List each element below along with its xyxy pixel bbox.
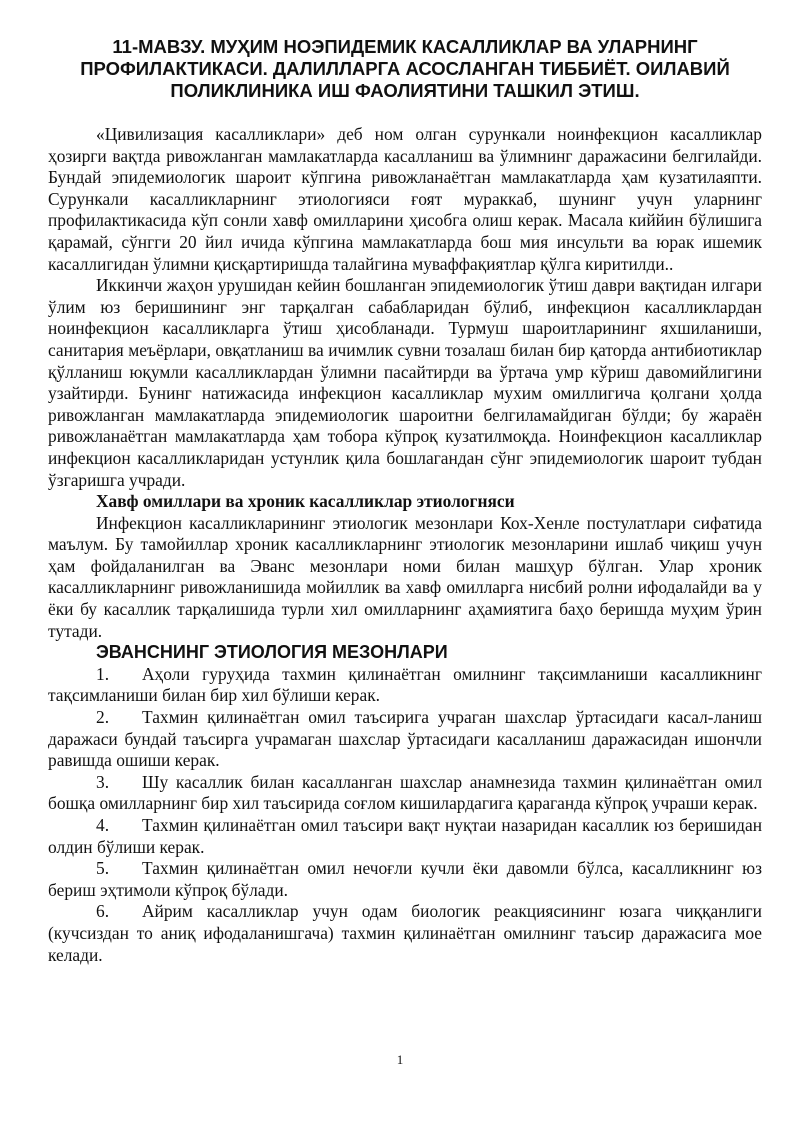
criteria-list: [48, 664, 762, 966]
list-item-number: 4.: [96, 815, 110, 835]
list-item-text: Аҳоли гуруҳида тахмин қилинаётган омилнинг тақсимланиши касалликнинг тақсимланиши билан бир хил бўлиши керак.: [48, 663, 762, 706]
list-item: [48, 901, 762, 966]
section-heading-evans: ЭВАНСНИНГ ЭТИОЛОГИЯ МЕЗОНЛАРИ: [96, 642, 448, 663]
document-page: [48, 36, 762, 966]
list-item-text: Тахмин қилинаётган омил таъсирига учраган шахслар ўртасидаги касал-ланиш даражаси бундай таъсирга учрамаган шахслар ўртасидаги касалланиш даражасидан ишончли равишда ошиши керак.: [48, 707, 762, 771]
page-title: 11-МАВЗУ. МУҲИМ НОЭПИДЕМИК КАСАЛЛИКЛАР ВА УЛАРНИНГ ПРОФИЛАКТИКАСИ. ДАЛИЛЛАРГА АСОСЛАНГАН ТИББИЁТ. ОИЛАВИЙ ПОЛИКЛИНИКА ИШ ФАОЛИЯТИНИ ТАШКИЛ ЭТИШ.: [80, 36, 730, 101]
list-item-number: 6.: [96, 901, 110, 922]
list-item-text: Тахмин қилинаётган омил нечоғли кучли ёки давомли бўлса, касалликнинг юз бериш эҳтимоли кўпроқ бўлади.: [48, 858, 762, 900]
list-item: [48, 858, 762, 901]
list-item-number: 1.: [96, 663, 110, 684]
list-item: [48, 707, 762, 772]
paragraph-intro: «Цивилизация касалликлари» деб ном олган сурункали ноинфекцион касалликлар ҳозирги вақтда ривожланган мамлакатларда касалланиш ва ўлимнинг даражасини белгилайди. Бундай эпидемиологик шароит кўпгина ривожланаётган мамлакатларда ҳам кузатилаяпти. Сурункали касалликларнинг этиологияси ғоят мураккаб, шунинг учун уларнинг профилактикасида кўп сонли хавф омилларини ҳисобга олиш керак. Масала киййин бўлишига қарамай, сўнгги 20 йил ичида кўпгина мамлакатларда бош мия инсульти ва юрак ишемик касаллигидан ўлимни қисқартиришда талайгина муваффақиятлар қўлга киритилди..: [48, 124, 762, 274]
list-item-text: Тахмин қилинаётган омил таъсири вақт нуқтаи назаридан касаллик юз беришидан олдин бўлиши керак.: [48, 815, 762, 857]
list-item-text: Айрим касалликлар учун одам биологик реакциясининг юзага чиққанлиги (кучсиздан то аниқ ифодаланишгача) тахмин қилинаётган омилнинг таъсир даражасига мое келади.: [48, 901, 762, 965]
list-item-number: 2.: [96, 707, 110, 728]
paragraph-transition: Иккинчи жаҳон урушидан кейин бошланган эпидемиологик ўтиш даври вақтидан илгари ўлим юз беришининг энг тарқалган сабабларидан бўлиб, инфекцион касалликлардан ноинфекцион касалликларга ўтиш ҳисобланади. Турмуш шароитларининг яхшиланиши, санитария меъёрлари, овқатланиш ва ичимлик сувни тозалаш билан бир қаторда антибиотиклар қўлланиш юқумли касалликлардан ўлимни пасайтирди ва ўртача умр кўриш давомийлигини узайтирди. Бунинг натижасида инфекцион касалликлар мухим омиллигича қолгани ҳолда ривожланган мамлакатларда эпидемиологик шароитни белгиламайдиган бўлди; бу жараён ривожланаётган мамлакатларда ҳам тобора кўпроқ кузатилмоқда. Ноинфекцион касалликлар инфекцион касалликларидан устунлик қила бошлагандан сўнг эпидемиологик шароит тубдан ўзгаришга учради.: [48, 275, 762, 490]
list-item: [48, 815, 762, 858]
list-item-text: Шу касаллик билан касалланган шахслар анамнезида тахмин қилинаётган омил бошқа омилларнинг бир хил таъсирида соғлом кишилардагига қараганда кўпроқ учраши керак.: [48, 771, 762, 814]
paragraph-koch-henle: Инфекцион касалликларининг этиологик мезонлари Кох-Хенле постулатлари сифатида маълум. Бу тамойиллар хроник касалликларнинг этиологик мезонларини ишлаб чиқиш учун ҳам фойдаланилган ва Эванс мезонлари номи билан машҳур бўлган. Улар хроник касалликларнинг ривожланишида мойиллик ва хавф омилларга нисбий ролни ифодалайди ва у ёки бу касаллик тарқалишида турли хил омилларнинг аҳамиятига баҳо беришда муҳим ўрин тутади.: [48, 512, 762, 641]
page-number: 1: [396, 1052, 404, 1067]
list-item: [48, 664, 762, 707]
list-item-number: 5.: [96, 858, 110, 879]
list-item-number: 3.: [96, 771, 110, 792]
list-item: [48, 772, 762, 815]
subheading-risk-factors: Хавф омиллари ва хроник касалликлар этиологняси: [96, 491, 515, 512]
